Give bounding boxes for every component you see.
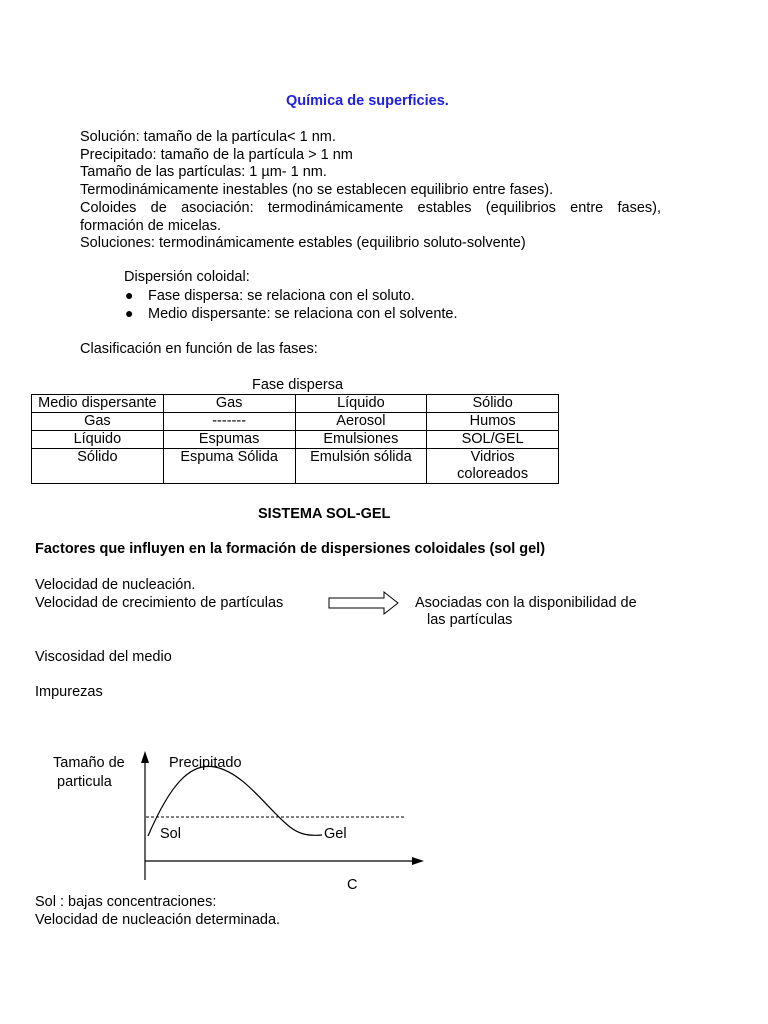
footer-line: Velocidad de nucleación determinada.	[35, 912, 281, 928]
table-cell: Gas	[32, 413, 164, 431]
intro-line: Precipitado: tamaño de la partícula > 1 nm	[80, 147, 353, 163]
bullet-icon: ●	[125, 287, 134, 303]
graph-curve	[148, 766, 322, 836]
table-cell: Espumas	[163, 431, 295, 449]
table-header-cell: Medio dispersante	[32, 395, 164, 413]
intro-line: Solución: tamaño de la partícula< 1 nm.	[80, 129, 336, 145]
classification-heading: Clasificación en función de las fases:	[80, 341, 318, 357]
dispersion-item: Fase dispersa: se relaciona con el soluto.	[148, 288, 415, 304]
dispersion-heading: Dispersión coloidal:	[124, 269, 250, 285]
factors-heading: Factores que influyen en la formación de dispersiones coloidales (sol gel)	[35, 541, 546, 557]
intro-line: Termodinámicamente inestables (no se establecen equilibrio entre fases).	[80, 182, 554, 198]
intro-line: Soluciones: termodinámicamente estables (equilibrio soluto-solvente)	[80, 235, 526, 251]
table-cell: Aerosol	[295, 413, 427, 431]
factor-impurities: Impurezas	[35, 684, 103, 700]
footer-line: Sol : bajas concentraciones:	[35, 894, 217, 910]
bullet-icon: ●	[125, 305, 134, 321]
table-header-cell: Gas	[163, 395, 295, 413]
page-title: Química de superficies.	[286, 93, 449, 109]
table-cell: SOL/GEL	[427, 431, 559, 449]
right-arrow-icon	[329, 592, 398, 614]
graph-sol-label: Sol	[160, 826, 181, 842]
graph-peak-label: Precipitado	[169, 755, 242, 771]
graph-x-label: C	[347, 877, 358, 893]
y-axis-arrowhead	[141, 751, 149, 763]
graph-y-label: Tamaño de	[53, 755, 125, 771]
dispersion-item: Medio dispersante: se relaciona con el solvente.	[148, 306, 458, 322]
graph-y-label: particula	[57, 774, 112, 790]
table-caption: Fase dispersa	[252, 377, 344, 393]
table-cell: Emulsiones	[295, 431, 427, 449]
factor-nucleation: Velocidad de nucleación.	[35, 577, 196, 593]
table-cell: Vidrios coloreados	[427, 449, 559, 484]
arrow-note: Asociadas con la disponibilidad de	[415, 595, 637, 611]
table-cell: Sólido	[32, 449, 164, 484]
table-cell: -------	[163, 413, 295, 431]
intro-line: formación de micelas.	[80, 218, 222, 234]
graph-gel-label: Gel	[324, 826, 347, 842]
factor-growth: Velocidad de crecimiento de partículas	[35, 595, 284, 611]
table-cell: Espuma Sólida	[163, 449, 295, 484]
factor-viscosity: Viscosidad del medio	[35, 649, 172, 665]
intro-line: Coloides de asociación: termodinámicamente estables (equilibrios entre fases),	[80, 200, 661, 216]
table-header-cell: Sólido	[427, 395, 559, 413]
arrow-note: las partículas	[427, 612, 513, 628]
intro-line: Tamaño de las partículas: 1 µm- 1 nm.	[80, 164, 327, 180]
section-title: SISTEMA SOL-GEL	[258, 506, 391, 522]
table-cell: Líquido	[32, 431, 164, 449]
table-cell: Emulsión sólida	[295, 449, 427, 484]
table-header-cell: Líquido	[295, 395, 427, 413]
x-axis-arrowhead	[412, 857, 424, 865]
table-cell: Humos	[427, 413, 559, 431]
